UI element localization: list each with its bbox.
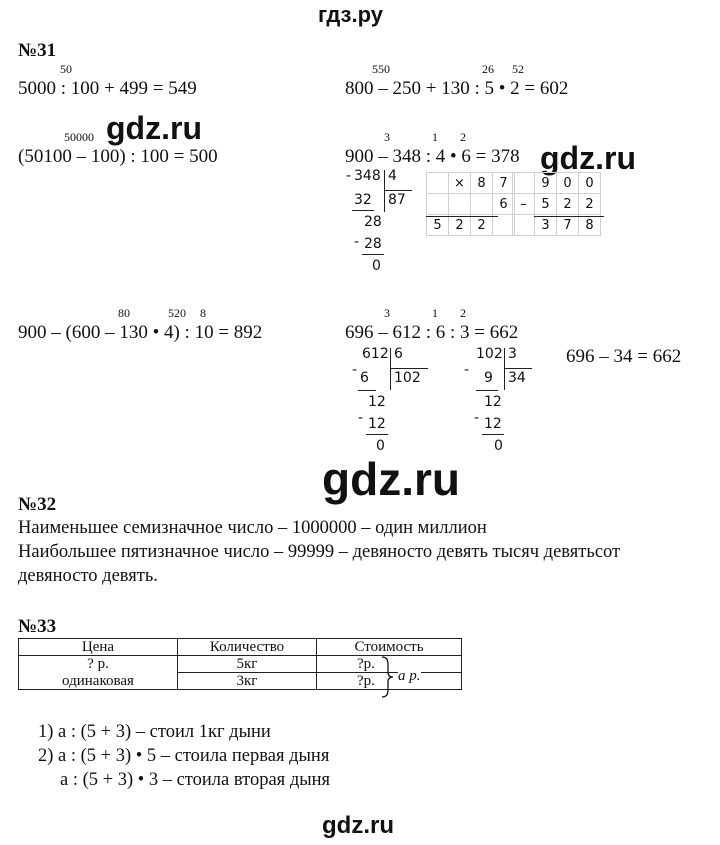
grid-cell: 8 bbox=[471, 173, 493, 194]
grid-cell: 7 bbox=[557, 215, 579, 236]
data-table bbox=[18, 638, 462, 690]
grid-cell: 3 bbox=[535, 215, 557, 236]
expression-3: (50100 – 100) : 100 = 500 bbox=[18, 146, 218, 167]
grid-cell bbox=[513, 215, 535, 236]
column-header: Количество bbox=[178, 639, 317, 656]
order-mark: 8 bbox=[200, 306, 206, 320]
table-row bbox=[19, 656, 462, 673]
column-header: Стоимость bbox=[317, 639, 462, 656]
total-cost-label: а р. bbox=[398, 668, 421, 684]
order-mark: 3 bbox=[384, 130, 390, 144]
grid-cell: 0 bbox=[579, 173, 601, 194]
watermark-large: gdz.ru bbox=[322, 453, 460, 505]
grid-row bbox=[513, 173, 601, 194]
expression-4: 900 – 348 : 4 • 6 = 378 bbox=[345, 146, 520, 167]
grid-cell: – bbox=[513, 194, 535, 215]
brace-icon bbox=[380, 656, 394, 698]
grid-cell: 9 bbox=[535, 173, 557, 194]
grid-cell: 0 bbox=[557, 173, 579, 194]
watermark: gdz.ru bbox=[540, 140, 636, 176]
grid-cell bbox=[427, 194, 449, 215]
answer-line: Наименьшее семизначное число – 1000000 – один миллион bbox=[18, 518, 487, 538]
expression-2: 800 – 250 + 130 : 5 • 2 = 602 bbox=[345, 78, 569, 99]
grid-cell bbox=[471, 194, 493, 215]
order-mark: 2 bbox=[460, 130, 466, 144]
solution-step-2: 2) а : (5 + 3) • 5 – стоила первая дыня bbox=[38, 746, 330, 766]
solution-step-3: а : (5 + 3) • 3 – стоила вторая дыня bbox=[60, 770, 331, 790]
cost-cell: ?р. bbox=[317, 673, 462, 690]
order-mark: 52 bbox=[512, 62, 524, 76]
grid-row bbox=[513, 215, 601, 236]
order-mark: 520 bbox=[168, 306, 186, 320]
solution-step-1: 1) а : (5 + 3) – стоил 1кг дыни bbox=[38, 722, 271, 742]
task-32-header: №32 bbox=[18, 494, 57, 515]
order-mark: 1 bbox=[432, 306, 438, 320]
grid-cell: 2 bbox=[449, 215, 471, 236]
order-mark: 1 bbox=[432, 130, 438, 144]
order-mark: 80 bbox=[118, 306, 130, 320]
grid-cell bbox=[449, 194, 471, 215]
grid-cell: 2 bbox=[471, 215, 493, 236]
cost-cell: ?р. bbox=[317, 656, 462, 673]
table-row bbox=[19, 673, 462, 690]
grid-row bbox=[513, 194, 601, 215]
grid-row bbox=[427, 173, 515, 194]
grid-cell bbox=[513, 173, 535, 194]
grid-cell: 2 bbox=[579, 194, 601, 215]
multiplication-grid bbox=[426, 172, 515, 236]
order-mark: 50 bbox=[60, 62, 72, 76]
order-mark: 550 bbox=[372, 62, 390, 76]
grid-cell bbox=[427, 173, 449, 194]
watermark: gdz.ru bbox=[106, 110, 202, 146]
grid-row bbox=[427, 215, 515, 236]
table-header-row bbox=[19, 639, 462, 656]
expression-7: 696 – 34 = 662 bbox=[566, 346, 682, 367]
order-mark: 26 bbox=[482, 62, 494, 76]
grid-cell: 5 bbox=[535, 194, 557, 215]
grid-row bbox=[427, 194, 515, 215]
price-cell: ? р. bbox=[19, 656, 178, 673]
column-header: Цена bbox=[19, 639, 178, 656]
watermark-bottom: gdz.ru bbox=[322, 812, 394, 839]
grid-cell: 6 bbox=[493, 194, 515, 215]
expression-6: 696 – 612 : 6 : 3 = 662 bbox=[345, 322, 519, 343]
expression-1: 5000 : 100 + 499 = 549 bbox=[18, 78, 197, 99]
subtraction-grid bbox=[512, 172, 601, 236]
task-31-header: №31 bbox=[18, 40, 57, 61]
answer-line: Наибольшее пятизначное число – 99999 – девяносто девять тысяч девятьсот bbox=[18, 542, 621, 562]
grid-cell: 7 bbox=[493, 173, 515, 194]
grid-cell: 2 bbox=[557, 194, 579, 215]
order-mark: 3 bbox=[384, 306, 390, 320]
answer-line: девяносто девять. bbox=[18, 566, 158, 586]
order-mark: 2 bbox=[460, 306, 466, 320]
price-cell: одинаковая bbox=[19, 673, 178, 690]
order-mark: 50000 bbox=[64, 130, 94, 144]
task-33-header: №33 bbox=[18, 616, 57, 637]
quantity-cell: 5кг bbox=[178, 656, 317, 673]
site-title: гдз.ру bbox=[318, 2, 383, 27]
grid-cell: 8 bbox=[579, 215, 601, 236]
grid-cell: × bbox=[449, 173, 471, 194]
quantity-cell: 3кг bbox=[178, 673, 317, 690]
expression-5: 900 – (600 – 130 • 4) : 10 = 892 bbox=[18, 322, 263, 343]
grid-cell: 5 bbox=[427, 215, 449, 236]
